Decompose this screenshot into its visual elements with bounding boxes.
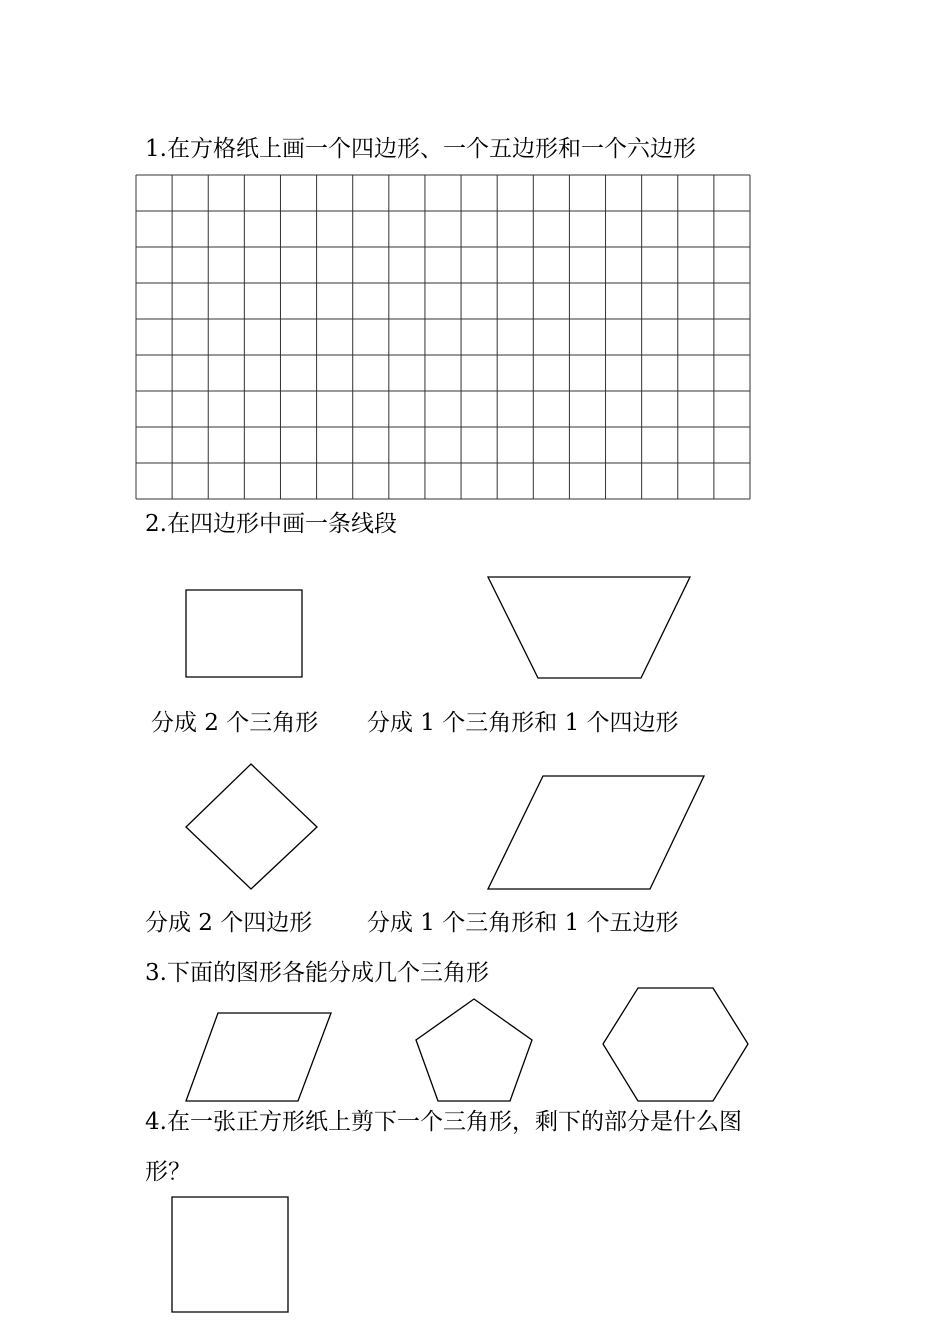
- question-3-title: 3.下面的图形各能分成几个三角形: [145, 960, 489, 986]
- square-grid-paper: [135, 174, 751, 500]
- trapezoid-shape: [487, 576, 691, 679]
- q3-parallelogram-shape: [185, 1012, 332, 1102]
- q4-square-paper: [171, 1196, 289, 1313]
- hexagon-shape: [602, 987, 749, 1102]
- diamond-shape: [185, 763, 318, 890]
- caption-parallelogram: 分成 1 个三角形和 1 个五边形: [367, 910, 679, 936]
- question-4-title-line-1: 4.在一张正方形纸上剪下一个三角形，剩下的部分是什么图: [145, 1109, 742, 1135]
- question-1-title: 1.在方格纸上画一个四边形、一个五边形和一个六边形: [145, 136, 696, 162]
- pentagon-shape: [415, 998, 533, 1102]
- caption-trapezoid: 分成 1 个三角形和 1 个四边形: [367, 710, 679, 736]
- parallelogram-shape: [487, 775, 705, 890]
- caption-diamond: 分成 2 个四边形: [145, 910, 313, 936]
- question-2-title: 2.在四边形中画一条线段: [145, 511, 397, 537]
- caption-square: 分成 2 个三角形: [151, 710, 319, 736]
- question-4-title-line-2: 形？: [145, 1159, 191, 1185]
- square-shape: [185, 589, 303, 678]
